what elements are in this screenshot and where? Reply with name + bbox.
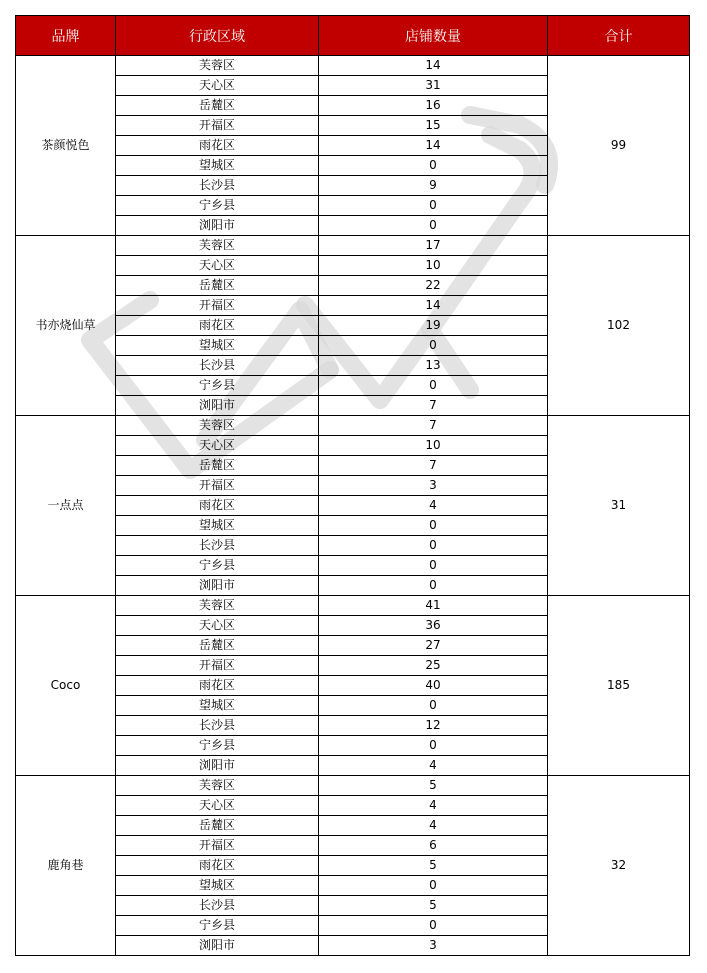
count-cell: 0 bbox=[319, 156, 548, 176]
region-cell: 望城区 bbox=[116, 516, 319, 536]
brand-cell: 书亦烧仙草 bbox=[16, 236, 116, 416]
region-cell: 芙蓉区 bbox=[116, 776, 319, 796]
header-total: 合计 bbox=[548, 16, 690, 56]
count-cell: 9 bbox=[319, 176, 548, 196]
table-row bbox=[16, 56, 690, 76]
count-cell: 0 bbox=[319, 556, 548, 576]
count-cell: 0 bbox=[319, 696, 548, 716]
region-cell: 宁乡县 bbox=[116, 736, 319, 756]
total-cell: 32 bbox=[548, 776, 690, 956]
table-row bbox=[16, 596, 690, 616]
region-cell: 芙蓉区 bbox=[116, 416, 319, 436]
count-cell: 36 bbox=[319, 616, 548, 636]
region-cell: 芙蓉区 bbox=[116, 596, 319, 616]
count-cell: 41 bbox=[319, 596, 548, 616]
count-cell: 14 bbox=[319, 56, 548, 76]
header-row bbox=[16, 16, 690, 56]
count-cell: 15 bbox=[319, 116, 548, 136]
region-cell: 岳麓区 bbox=[116, 816, 319, 836]
region-cell: 芙蓉区 bbox=[116, 56, 319, 76]
brand-cell: Coco bbox=[16, 596, 116, 776]
region-cell: 天心区 bbox=[116, 256, 319, 276]
count-cell: 19 bbox=[319, 316, 548, 336]
total-cell: 185 bbox=[548, 596, 690, 776]
region-cell: 宁乡县 bbox=[116, 556, 319, 576]
table-row bbox=[16, 416, 690, 436]
region-cell: 宁乡县 bbox=[116, 916, 319, 936]
region-cell: 岳麓区 bbox=[116, 636, 319, 656]
count-cell: 5 bbox=[319, 896, 548, 916]
region-cell: 长沙县 bbox=[116, 356, 319, 376]
region-cell: 长沙县 bbox=[116, 176, 319, 196]
region-cell: 长沙县 bbox=[116, 896, 319, 916]
header-count: 店铺数量 bbox=[319, 16, 548, 56]
region-cell: 岳麓区 bbox=[116, 96, 319, 116]
count-cell: 0 bbox=[319, 196, 548, 216]
region-cell: 天心区 bbox=[116, 616, 319, 636]
region-cell: 天心区 bbox=[116, 76, 319, 96]
region-cell: 望城区 bbox=[116, 876, 319, 896]
region-cell: 雨花区 bbox=[116, 316, 319, 336]
count-cell: 0 bbox=[319, 336, 548, 356]
brand-cell: 一点点 bbox=[16, 416, 116, 596]
count-cell: 16 bbox=[319, 96, 548, 116]
count-cell: 4 bbox=[319, 496, 548, 516]
count-cell: 0 bbox=[319, 216, 548, 236]
region-cell: 雨花区 bbox=[116, 676, 319, 696]
brand-cell: 茶颜悦色 bbox=[16, 56, 116, 236]
region-cell: 开福区 bbox=[116, 836, 319, 856]
header-region: 行政区域 bbox=[116, 16, 319, 56]
count-cell: 40 bbox=[319, 676, 548, 696]
count-cell: 14 bbox=[319, 136, 548, 156]
region-cell: 天心区 bbox=[116, 436, 319, 456]
region-cell: 浏阳市 bbox=[116, 216, 319, 236]
region-cell: 雨花区 bbox=[116, 856, 319, 876]
count-cell: 4 bbox=[319, 796, 548, 816]
region-cell: 芙蓉区 bbox=[116, 236, 319, 256]
count-cell: 5 bbox=[319, 856, 548, 876]
region-cell: 岳麓区 bbox=[116, 276, 319, 296]
region-cell: 浏阳市 bbox=[116, 756, 319, 776]
count-cell: 4 bbox=[319, 816, 548, 836]
count-cell: 7 bbox=[319, 396, 548, 416]
total-cell: 102 bbox=[548, 236, 690, 416]
count-cell: 0 bbox=[319, 536, 548, 556]
count-cell: 22 bbox=[319, 276, 548, 296]
count-cell: 0 bbox=[319, 876, 548, 896]
region-cell: 雨花区 bbox=[116, 136, 319, 156]
count-cell: 3 bbox=[319, 476, 548, 496]
brand-cell: 鹿角巷 bbox=[16, 776, 116, 956]
total-cell: 99 bbox=[548, 56, 690, 236]
count-cell: 0 bbox=[319, 736, 548, 756]
region-cell: 浏阳市 bbox=[116, 936, 319, 956]
count-cell: 10 bbox=[319, 436, 548, 456]
region-cell: 浏阳市 bbox=[116, 396, 319, 416]
count-cell: 6 bbox=[319, 836, 548, 856]
count-cell: 5 bbox=[319, 776, 548, 796]
region-cell: 开福区 bbox=[116, 116, 319, 136]
count-cell: 0 bbox=[319, 376, 548, 396]
region-cell: 宁乡县 bbox=[116, 376, 319, 396]
region-cell: 长沙县 bbox=[116, 716, 319, 736]
region-cell: 天心区 bbox=[116, 796, 319, 816]
region-cell: 望城区 bbox=[116, 336, 319, 356]
count-cell: 7 bbox=[319, 416, 548, 436]
count-cell: 31 bbox=[319, 76, 548, 96]
count-cell: 13 bbox=[319, 356, 548, 376]
region-cell: 长沙县 bbox=[116, 536, 319, 556]
count-cell: 25 bbox=[319, 656, 548, 676]
region-cell: 望城区 bbox=[116, 156, 319, 176]
region-cell: 开福区 bbox=[116, 656, 319, 676]
header-brand: 品牌 bbox=[16, 16, 116, 56]
total-cell: 31 bbox=[548, 416, 690, 596]
count-cell: 17 bbox=[319, 236, 548, 256]
region-cell: 开福区 bbox=[116, 476, 319, 496]
count-cell: 0 bbox=[319, 576, 548, 596]
count-cell: 14 bbox=[319, 296, 548, 316]
region-cell: 开福区 bbox=[116, 296, 319, 316]
count-cell: 27 bbox=[319, 636, 548, 656]
region-cell: 雨花区 bbox=[116, 496, 319, 516]
count-cell: 0 bbox=[319, 916, 548, 936]
count-cell: 4 bbox=[319, 756, 548, 776]
table-row bbox=[16, 776, 690, 796]
region-cell: 浏阳市 bbox=[116, 576, 319, 596]
table-row bbox=[16, 236, 690, 256]
count-cell: 0 bbox=[319, 516, 548, 536]
count-cell: 10 bbox=[319, 256, 548, 276]
store-count-table bbox=[15, 15, 690, 956]
region-cell: 望城区 bbox=[116, 696, 319, 716]
region-cell: 宁乡县 bbox=[116, 196, 319, 216]
region-cell: 岳麓区 bbox=[116, 456, 319, 476]
count-cell: 12 bbox=[319, 716, 548, 736]
count-cell: 7 bbox=[319, 456, 548, 476]
count-cell: 3 bbox=[319, 936, 548, 956]
